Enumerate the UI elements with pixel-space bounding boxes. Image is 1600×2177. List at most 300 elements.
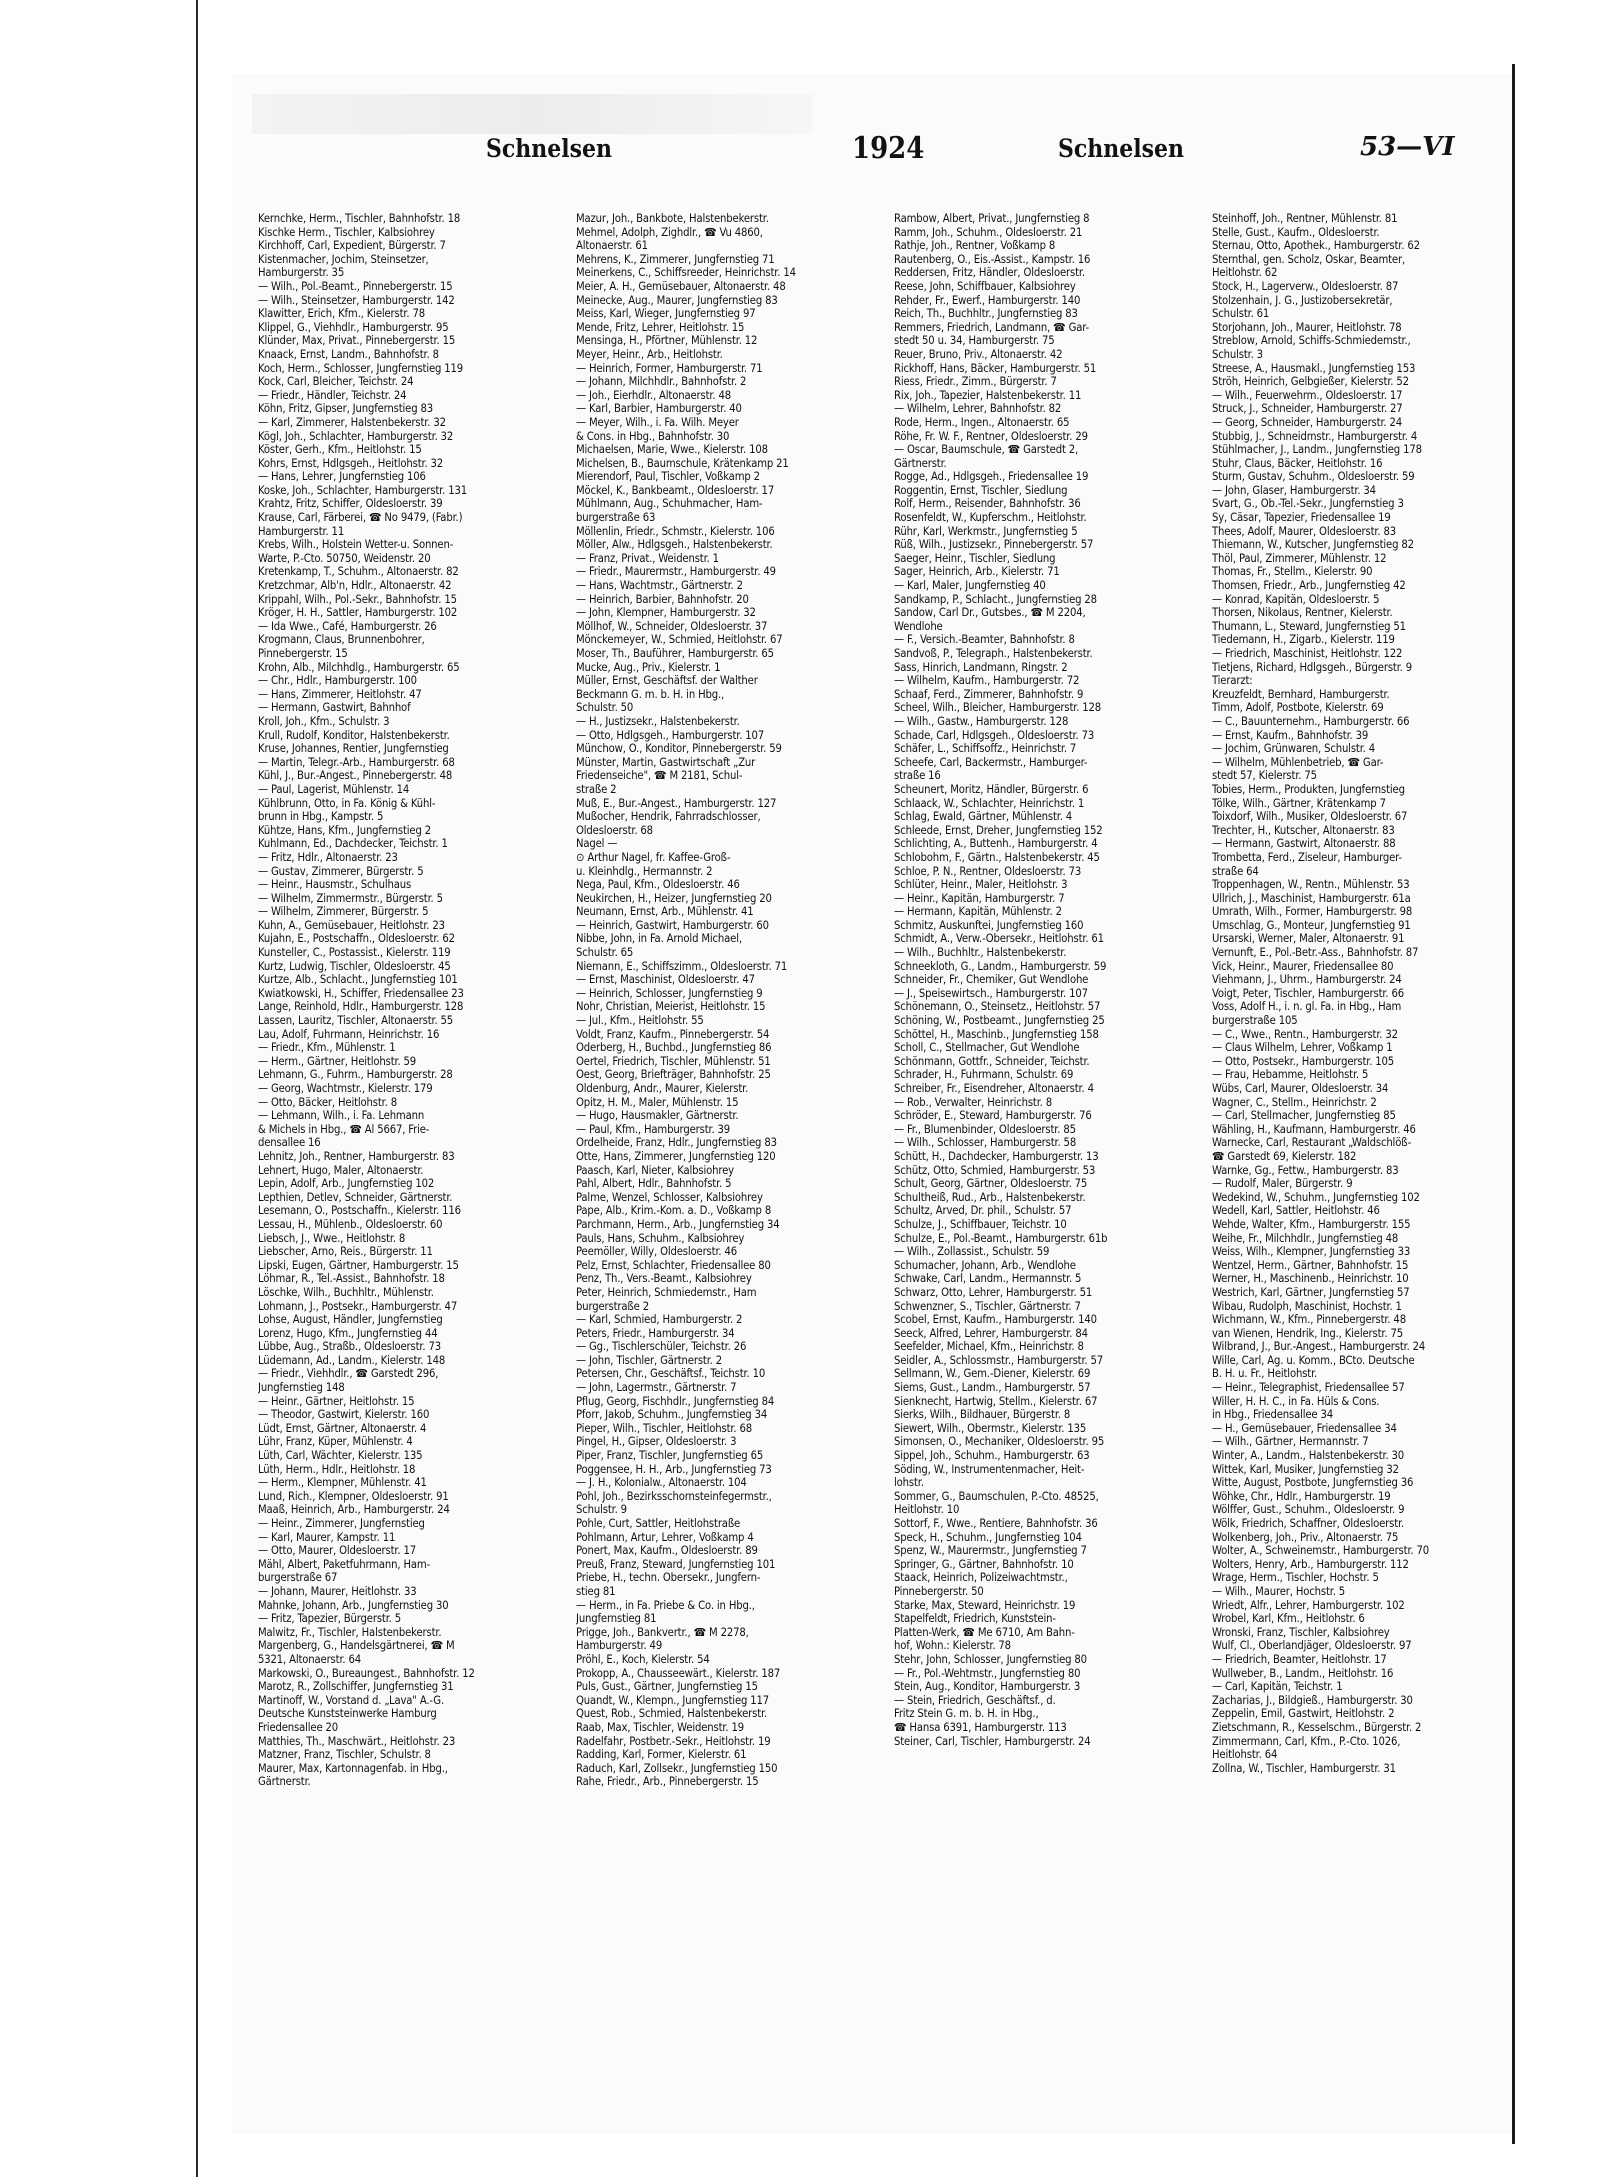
directory-entry: & Michels in Hbg., ☎ Al 5667, Frie-	[258, 1122, 430, 1136]
directory-entry: Winter, A., Landm., Halstenbekerstr. 30	[1212, 1449, 1405, 1463]
directory-entry: Trechter, H., Kutscher, Altonaerstr. 83	[1212, 823, 1395, 837]
directory-entry: — Rudolf, Maler, Bürgerstr. 9	[1212, 1177, 1353, 1191]
directory-entry: Staack, Heinrich, Polizeiwachtmstr.,	[894, 1571, 1068, 1585]
directory-entry: — Friedrich, Beamter, Heitlohstr. 17	[1212, 1652, 1387, 1666]
directory-entry: — Heinrich, Barbier, Bahnhofstr. 20	[576, 592, 749, 606]
directory-entry: burgerstraße 105	[1212, 1014, 1298, 1028]
directory-entry: Nibbe, John, in Fa. Arnold Michael,	[576, 932, 742, 946]
directory-entry: Schloe, P. N., Rentner, Oldesloerstr. 73	[894, 864, 1082, 878]
directory-entry: Zacharias, J., Bildgieß., Hamburgerstr. 30	[1212, 1693, 1413, 1707]
directory-entry: — Konrad, Kapitän, Oldesloerstr. 5	[1212, 592, 1380, 606]
directory-entry: Thees, Adolf, Maurer, Oldesloerstr. 83	[1212, 524, 1396, 538]
directory-entry: — Chr., Hdlr., Hamburgerstr. 100	[258, 674, 417, 688]
directory-entry: Kuhn, A., Gemüsebauer, Heitlohstr. 23	[258, 918, 445, 932]
directory-entry: Radding, Karl, Former, Kielerstr. 61	[576, 1748, 747, 1762]
directory-entry: — Wilh., Gärtner, Hermannstr. 7	[1212, 1435, 1369, 1449]
directory-entry: Rix, Joh., Tapezier, Halstenbekerstr. 11	[894, 388, 1082, 402]
directory-entry: Mucke, Aug., Priv., Kielerstr. 1	[576, 660, 721, 674]
directory-entry: Vernunft, E., Pol.-Betr.-Ass., Bahnhofstr. 87	[1212, 946, 1419, 960]
directory-entry: Schütt, H., Dachdecker, Hamburgerstr. 13	[894, 1149, 1099, 1163]
directory-entry: Rehder, Fr., Ewerf., Hamburgerstr. 140	[894, 293, 1081, 307]
directory-entry: Nega, Paul, Kfm., Oldesloerstr. 46	[576, 878, 740, 892]
directory-entry: Schaaf, Ferd., Zimmerer, Bahnhofstr. 9	[894, 687, 1084, 701]
directory-entry: Schwenzner, S., Tischler, Gärtnerstr. 7	[894, 1299, 1081, 1313]
directory-entry: Köhn, Fritz, Gipser, Jungfernstieg 83	[258, 402, 434, 416]
directory-entry: Schulstr. 61	[1212, 307, 1270, 321]
directory-entry: — Karl, Barbier, Hamburgerstr. 40	[576, 402, 742, 416]
directory-entry: — Rob., Verwalter, Heinrichstr. 8	[894, 1095, 1053, 1109]
directory-entry: Zimmermann, Carl, Kfm., P.-Cto. 1026,	[1212, 1734, 1401, 1748]
directory-entry: — Heinrich, Gastwirt, Hamburgerstr. 60	[576, 918, 769, 932]
directory-entry: — Oscar, Baumschule, ☎ Garstedt 2,	[894, 443, 1079, 457]
directory-entry: Pinnebergerstr. 15	[258, 647, 348, 660]
directory-entry: Viehmann, J., Uhrm., Hamburgerstr. 24	[1212, 973, 1402, 987]
directory-entry: ☎ Garstedt 69, Kielerstr. 182	[1212, 1149, 1357, 1163]
directory-entry: Pohle, Curt, Sattler, Heitlohstraße	[576, 1517, 741, 1530]
directory-entry: Meier, A. H., Gemüsebauer, Altonaerstr. 48	[576, 279, 786, 293]
directory-entry: Lohse, August, Händler, Jungfernstieg	[258, 1313, 443, 1327]
directory-entry: Lund, Rich., Klempner, Oldesloerstr. 91	[258, 1489, 449, 1503]
directory-entry: — Heinr., Kapitän, Hamburgerstr. 7	[894, 891, 1065, 905]
directory-entry: Stock, H., Lagerverw., Oldesloerstr. 87	[1212, 279, 1399, 293]
directory-entry: Krogmann, Claus, Brunnenbohrer,	[258, 633, 425, 647]
directory-entry: Ullrich, J., Maschinist, Hamburgerstr. 61a	[1212, 891, 1411, 905]
directory-entry: Löhmar, R., Tel.-Assist., Bahnhofstr. 18	[258, 1272, 445, 1286]
directory-entry: Kohrs, Ernst, Hdlgsgeh., Heitlohstr. 32	[258, 456, 444, 470]
directory-entry: — Franz, Privat., Weidenstr. 1	[576, 551, 719, 565]
directory-entry: stedt 50 u. 34, Hamburgerstr. 75	[894, 334, 1055, 348]
directory-entry: Sandvoß, P., Telegraph., Halstenbekerstr.	[894, 647, 1093, 660]
directory-entry: Simonsen, O., Mechaniker, Oldesloerstr. 95	[894, 1435, 1105, 1449]
directory-entry: Schulze, J., Schiffbauer, Teichstr. 10	[894, 1217, 1067, 1231]
directory-entry: Thorsen, Nikolaus, Rentner, Kielerstr.	[1212, 606, 1393, 620]
directory-entry: Speck, H., Schuhm., Jungfernstieg 104	[894, 1530, 1082, 1544]
directory-entry: Raab, Max, Tischler, Weidenstr. 19	[576, 1720, 744, 1734]
header-place-right: Schnelsen	[1058, 134, 1185, 164]
directory-entry: Lessau, H., Mühlenb., Oldesloerstr. 60	[258, 1217, 443, 1231]
directory-entry: — F., Versich.-Beamter, Bahnhofstr. 8	[894, 633, 1075, 647]
directory-entry: Kirchhoff, Carl, Expedient, Bürgerstr. 7	[258, 239, 446, 253]
directory-entry: Rautenberg, O., Eis.-Assist., Kampstr. 16	[894, 252, 1091, 266]
directory-entry: Steinhoff, Joh., Rentner, Mühlenstr. 81	[1212, 212, 1398, 225]
directory-entry: — J., Speisewirtsch., Hamburgerstr. 107	[894, 986, 1088, 1000]
directory-entry: Krull, Rudolf, Konditor, Halstenbekerstr.	[258, 728, 450, 742]
directory-entry: — Meyer, Wilh., i. Fa. Wilh. Meyer	[576, 415, 739, 429]
directory-entry: Warnecke, Carl, Restaurant „Waldschlöß-	[1212, 1136, 1412, 1150]
directory-entry: Lepthien, Detlev, Schneider, Gärtnerstr.	[258, 1190, 453, 1204]
directory-entry: straße 64	[1212, 864, 1259, 878]
directory-entry: Quandt, W., Klempn., Jungfernstieg 117	[576, 1693, 770, 1707]
directory-entry: Pape, Alb., Krim.-Kom. a. D., Voßkamp 8	[576, 1204, 772, 1218]
directory-entry: Moser, Th., Bauführer, Hamburgerstr. 65	[576, 647, 774, 660]
directory-entry: Wichmann, W., Kfm., Pinnebergerstr. 48	[1212, 1313, 1406, 1327]
directory-entry: Tölke, Wilh., Gärtner, Krätenkamp 7	[1212, 796, 1386, 810]
directory-entry: Möckel, K., Bankbeamt., Oldesloerstr. 17	[576, 483, 775, 497]
directory-entry: — John, Tischler, Gärtnerstr. 2	[576, 1353, 723, 1367]
directory-entry: Sager, Heinrich, Arb., Kielerstr. 71	[894, 565, 1060, 579]
directory-entry: Lüth, Herm., Hdlr., Heitlohstr. 18	[258, 1462, 416, 1476]
directory-entry: — Wilh., Pol.-Beamt., Pinnebergerstr. 15	[258, 279, 453, 293]
directory-entry: — Frau, Hebamme, Heitlohstr. 5	[1212, 1068, 1369, 1082]
directory-entry: Kroll, Joh., Kfm., Schulstr. 3	[258, 714, 390, 728]
directory-entry: Kistenmacher, Jochim, Steinsetzer,	[258, 252, 429, 266]
directory-entry: — Fr., Pol.-Wehtmstr., Jungfernstieg 80	[894, 1666, 1081, 1680]
directory-entry: — Stein, Friedrich, Geschäftsf., d.	[894, 1693, 1056, 1707]
directory-entry: — Otto, Bäcker, Heitlohstr. 8	[258, 1095, 397, 1109]
directory-entry: — John, Glaser, Hamburgerstr. 34	[1212, 483, 1376, 497]
directory-entry: — Karl, Zimmerer, Halstenbekerstr. 32	[258, 415, 446, 429]
directory-entry: Heitlohstr. 64	[1212, 1748, 1278, 1762]
directory-entry: Hamburgerstr. 35	[258, 266, 345, 280]
directory-entry: Kühtze, Hans, Kfm., Jungfernstieg 2	[258, 823, 431, 837]
directory-entry: — Hans, Wachtmstr., Gärtnerstr. 2	[576, 579, 743, 593]
directory-entry: Palme, Wenzel, Schlosser, Kalbsiohrey	[576, 1190, 763, 1204]
directory-entry: Koske, Joh., Schlachter, Hamburgerstr. 131	[258, 483, 467, 497]
directory-entry: u. Kleinhdlg., Hermannstr. 2	[576, 864, 713, 878]
directory-entry: Parchmann, Herm., Arb., Jungfernstieg 34	[576, 1217, 780, 1231]
directory-entry: Umschlag, G., Monteur, Jungfernstieg 91	[1212, 918, 1411, 932]
directory-entry: Schulze, E., Pol.-Beamt., Hamburgerstr. 61b	[894, 1231, 1108, 1245]
directory-entry: Lipski, Eugen, Gärtner, Hamburgerstr. 15	[258, 1258, 459, 1272]
directory-entry: Sommer, G., Baumschulen, P.-Cto. 48525,	[894, 1489, 1099, 1503]
directory-entry: Meyer, Heinr., Arb., Heitlohstr.	[576, 347, 723, 361]
directory-entry: stedt 57, Kielerstr. 75	[1212, 769, 1317, 783]
directory-entry: Prokopp, A., Chausseewärt., Kielerstr. 187	[576, 1666, 781, 1680]
directory-entry: Svart, G., Ob.-Tel.-Sekr., Jungfernstieg 3	[1212, 497, 1404, 511]
directory-entry: Wehde, Walter, Kfm., Hamburgerstr. 155	[1212, 1217, 1411, 1231]
directory-entry: Malwitz, Fr., Tischler, Halstenbekerstr.	[258, 1625, 442, 1639]
directory-entry: — Hermann, Gastwirt, Bahnhof	[258, 701, 411, 715]
directory-entry: — Georg, Wachtmstr., Kielerstr. 179	[258, 1082, 433, 1095]
directory-entry: Reese, John, Schiffbauer, Kalbsiohrey	[894, 279, 1076, 293]
directory-entry: Mähl, Albert, Paketfuhrmann, Ham-	[258, 1557, 431, 1571]
directory-entry: Schleede, Ernst, Dreher, Jungfernstieg 152	[894, 823, 1103, 837]
directory-entry: Wolkenberg, Joh., Priv., Altonaerstr. 75	[1212, 1530, 1399, 1544]
directory-entry: Mußocher, Hendrik, Fahrradschlosser,	[576, 810, 761, 824]
directory-entry: Voldt, Franz, Kaufm., Pinnebergerstr. 54	[576, 1027, 770, 1041]
header-place-left: Schnelsen	[486, 134, 613, 164]
directory-entry: — H., Justizsekr., Halstenbekerstr.	[576, 714, 740, 728]
directory-entry: Maaß, Heinrich, Arb., Hamburgerstr. 24	[258, 1503, 450, 1517]
directory-entry: — J. H., Kolonialw., Altonaerstr. 104	[576, 1476, 747, 1490]
directory-entry: — Ida Wwe., Café, Hamburgerstr. 26	[258, 619, 437, 633]
directory-entry: Seeck, Alfred, Lehrer, Hamburgerstr. 84	[894, 1326, 1088, 1340]
directory-entry: — Carl, Kapitän, Teichstr. 1	[1212, 1680, 1343, 1694]
directory-entry: Penz, Th., Vers.-Beamt., Kalbsiohrey	[576, 1272, 752, 1286]
directory-entry: Möllenlin, Friedr., Schmstr., Kielerstr. 106	[576, 524, 775, 538]
directory-entry: Pröhl, E., Koch, Kielerstr. 54	[576, 1652, 710, 1666]
directory-entry: — Herm., Gärtner, Heitlohstr. 59	[258, 1054, 417, 1068]
directory-entry: Siems, Gust., Landm., Hamburgerstr. 57	[894, 1381, 1091, 1395]
directory-entry: Thöl, Paul, Zimmerer, Mühlenstr. 12	[1212, 551, 1387, 565]
directory-entry: lohstr.	[894, 1476, 924, 1490]
directory-entry: stieg 81	[576, 1584, 616, 1598]
directory-entry: Muß, E., Bur.-Angest., Hamburgerstr. 127	[576, 796, 777, 810]
directory-entry: Wolter, A., Schweinemstr., Hamburgerstr. 70	[1212, 1544, 1429, 1558]
column-3	[894, 212, 1204, 2112]
print-smudge	[252, 94, 812, 134]
directory-entry: Kögl, Joh., Schlachter, Hamburgerstr. 32	[258, 429, 454, 443]
directory-entry: Kruse, Johannes, Rentier, Jungfernstieg	[258, 742, 449, 756]
directory-entry: — Herm., Klempner, Mühlenstr. 41	[258, 1476, 427, 1490]
directory-entry: Sippel, Joh., Schuhm., Hamburgerstr. 63	[894, 1449, 1090, 1463]
directory-entry: Kröger, H. H., Sattler, Hamburgerstr. 102	[258, 606, 458, 620]
directory-entry: Pingel, H., Gipser, Oldesloerstr. 3	[576, 1435, 737, 1449]
directory-entry: — Heinrich, Schlosser, Jungfernstieg 9	[576, 986, 763, 1000]
directory-entry: Pforr, Jakob, Schuhm., Jungfernstieg 34	[576, 1408, 768, 1422]
directory-entry: Reuer, Bruno, Priv., Altonaerstr. 42	[894, 347, 1063, 361]
directory-entry: Rüß, Wilh., Justizsekr., Pinnebergerstr. 57	[894, 538, 1094, 552]
directory-entry: Münchow, O., Konditor, Pinnebergerstr. 59	[576, 742, 782, 756]
directory-entry: — Heinrich, Former, Hamburgerstr. 71	[576, 361, 763, 375]
directory-entry: Nagel —	[576, 837, 618, 851]
directory-entry: Kurtze, Alb., Schlacht., Jungfernstieg 101	[258, 973, 458, 987]
directory-entry: Sellmann, W., Gem.-Diener, Kielerstr. 69	[894, 1367, 1091, 1381]
directory-entry: Müller, Ernst, Geschäftsf. der Walther	[576, 674, 758, 688]
directory-entry: Riess, Friedr., Zimm., Bürgerstr. 7	[894, 375, 1057, 389]
directory-entry: — Fritz, Hdlr., Altonaerstr. 23	[258, 850, 398, 864]
directory-entry: — Paul, Kfm., Hamburgerstr. 39	[576, 1122, 731, 1136]
directory-entry: — Hermann, Kapitän, Mühlenstr. 2	[894, 905, 1062, 919]
directory-entry: Matthies, Th., Maschwärt., Heitlohstr. 23	[258, 1734, 456, 1748]
directory-entry: Schulstr. 9	[576, 1503, 627, 1517]
directory-entry: Schumacher, Johann, Arb., Wendlohe	[894, 1258, 1076, 1272]
directory-entry: Stelle, Gust., Kaufm., Oldesloerstr.	[1212, 225, 1380, 239]
directory-entry: Opitz, H. M., Maler, Mühlenstr. 15	[576, 1095, 739, 1109]
directory-entry: — Georg, Schneider, Hamburgerstr. 24	[1212, 415, 1402, 429]
directory-entry: Seidler, A., Schlossmstr., Hamburgerstr. 57	[894, 1353, 1104, 1367]
directory-entry: Mensinga, H., Pförtner, Mühlenstr. 12	[576, 334, 758, 348]
directory-entry: — Gustav, Zimmerer, Bürgerstr. 5	[258, 864, 424, 878]
directory-entry: — Wilhelm, Kaufm., Hamburgerstr. 72	[894, 674, 1080, 688]
directory-entry: Heitlohstr. 10	[894, 1503, 960, 1517]
directory-entry: Altonaerstr. 61	[576, 239, 648, 253]
directory-entry: Scobel, Ernst, Kaufm., Hamburgerstr. 140	[894, 1313, 1097, 1327]
directory-entry: Sierks, Wilh., Bildhauer, Bürgerstr. 8	[894, 1408, 1071, 1422]
page-edge	[1512, 64, 1515, 2144]
directory-entry: Wriedt, Alfr., Lehrer, Hamburgerstr. 102	[1212, 1598, 1405, 1612]
directory-entry: — Jul., Kfm., Heitlohstr. 55	[576, 1014, 704, 1028]
directory-entry: Friedenseiche", ☎ M 2181, Schul-	[576, 769, 743, 783]
directory-entry: Rathje, Joh., Rentner, Voßkamp 8	[894, 239, 1056, 253]
directory-entry: Möller, Alw., Hdlgsgeh., Halstenbekerstr.	[576, 538, 773, 552]
directory-entry: Meiss, Karl, Wieger, Jungfernstieg 97	[576, 307, 756, 321]
directory-entry: Wullweber, B., Landm., Heitlohstr. 16	[1212, 1666, 1394, 1680]
directory-entry: Mazur, Joh., Bankbote, Halstenbekerstr.	[576, 212, 769, 225]
directory-entry: Krebs, Wilh., Holstein Wetter-u. Sonnen-	[258, 538, 454, 552]
directory-entry: Pflug, Georg, Fischhdlr., Jungfernstieg 84	[576, 1394, 775, 1408]
directory-entry: Lehmann, G., Fuhrm., Hamburgerstr. 28	[258, 1068, 453, 1082]
directory-entry: Storjohann, Joh., Maurer, Heitlohstr. 78	[1212, 320, 1402, 334]
directory-entry: Michaelsen, Marie, Wwe., Kielerstr. 108	[576, 443, 768, 457]
directory-entry: Lesemann, O., Postschaffn., Kielerstr. 116	[258, 1204, 461, 1218]
directory-entry: Wolters, Henry, Arb., Hamburgerstr. 112	[1212, 1557, 1409, 1571]
directory-entry: Fritz Stein G. m. b. H. in Hbg.,	[894, 1707, 1039, 1721]
page-number: 53—VI	[1360, 132, 1455, 162]
directory-entry: — Wilh., Buchhltr., Halstenbekerstr.	[894, 946, 1067, 960]
directory-entry: Prigge, Joh., Bankvertr., ☎ M 2278,	[576, 1625, 749, 1639]
directory-entry: — Wilhelm, Zimmerer, Bürgerstr. 5	[258, 905, 429, 919]
directory-entry: — Heinr., Telegraphist, Friedensallee 57	[1212, 1381, 1405, 1395]
directory-entry: 5321, Altonaerstr. 64	[258, 1652, 361, 1666]
directory-entry: Deutsche Kunststeinwerke Hamburg	[258, 1707, 437, 1721]
directory-entry: burgerstraße 63	[576, 511, 656, 525]
directory-entry: Lehnitz, Joh., Rentner, Hamburgerstr. 83	[258, 1149, 455, 1163]
directory-entry: Rolf, Herm., Reisender, Bahnhofstr. 36	[894, 497, 1081, 511]
directory-entry: in Hbg., Friedensallee 34	[1212, 1408, 1334, 1422]
directory-entry: Rahe, Friedr., Arb., Pinnebergerstr. 15	[576, 1775, 759, 1789]
directory-entry: Nohr, Christian, Meierist, Heitlohstr. 15	[576, 1000, 766, 1014]
directory-entry: Thomsen, Friedr., Arb., Jungfernstieg 42	[1212, 579, 1406, 593]
directory-entry: Siewert, Wilh., Obermstr., Kielerstr. 135	[894, 1421, 1087, 1435]
directory-entry: Klawitter, Erich, Kfm., Kielerstr. 78	[258, 307, 425, 321]
directory-entry: Schneider, Fr., Chemiker, Gut Wendlohe	[894, 973, 1089, 987]
directory-entry: Warte, P.-Cto. 50750, Weidenstr. 20	[258, 551, 431, 565]
directory-entry: Ramm, Joh., Schuhm., Oldesloerstr. 21	[894, 225, 1083, 239]
directory-entry: Preuß, Franz, Steward, Jungfernstieg 101	[576, 1557, 776, 1571]
directory-entry: Schulstr. 50	[576, 701, 634, 715]
directory-entry: Tobies, Herm., Produkten, Jungfernstieg	[1212, 782, 1405, 796]
directory-entry: Wittek, Karl, Musiker, Jungfernstieg 32	[1212, 1462, 1399, 1476]
directory-entry: ⊙ Arthur Nagel, fr. Kaffee-Groß-	[576, 850, 731, 864]
directory-entry: Tietjens, Richard, Hdlgsgeh., Bürgerstr. 9	[1212, 660, 1413, 674]
directory-entry: Lassen, Lauritz, Tischler, Altonaerstr. 55	[258, 1014, 454, 1028]
directory-entry: Schröder, E., Steward, Hamburgerstr. 76	[894, 1109, 1092, 1123]
directory-entry: Umrath, Wilh., Former, Hamburgerstr. 98	[1212, 905, 1413, 919]
directory-entry: Lüdemann, Ad., Landm., Kielerstr. 148	[258, 1353, 446, 1367]
directory-entry: — Wilhelm, Zimmermstr., Bürgerstr. 5	[258, 891, 443, 905]
directory-entry: — Friedr., Maurermstr., Hamburgerstr. 49	[576, 565, 776, 579]
directory-entry: Rode, Herm., Ingen., Altonaerstr. 65	[894, 415, 1070, 429]
directory-entry: Wölffer, Gust., Schuhm., Oldesloerstr. 9	[1212, 1503, 1405, 1517]
running-header	[232, 131, 1512, 176]
column-1	[258, 212, 568, 2112]
directory-entry: brunn in Hbg., Kampstr. 5	[258, 810, 384, 824]
directory-entry: — Ernst, Kaufm., Bahnhofstr. 39	[1212, 728, 1369, 742]
directory-entry: Koch, Herm., Schlosser, Jungfernstieg 119	[258, 361, 464, 375]
directory-entry: — Fr., Blumenbinder, Oldesloerstr. 85	[894, 1122, 1076, 1136]
directory-entry: Schönmann, Gottfr., Schneider, Teichstr.	[894, 1054, 1090, 1068]
directory-entry: Beckmann G. m. b. H. in Hbg.,	[576, 687, 725, 701]
directory-entry: Lepin, Adolf, Arb., Jungfernstieg 102	[258, 1177, 435, 1191]
directory-entry: Rickhoff, Hans, Bäcker, Hamburgerstr. 51	[894, 361, 1097, 375]
directory-entry: Willer, H. H. C., in Fa. Hüls & Cons.	[1212, 1394, 1380, 1408]
directory-entry: — Otto, Hdlgsgeh., Hamburgerstr. 107	[576, 728, 765, 742]
directory-entry: Schöning, W., Postbeamt., Jungfernstieg 25	[894, 1014, 1105, 1028]
directory-entry: — Martin, Telegr.-Arb., Hamburgerstr. 68	[258, 755, 455, 769]
directory-entry: Voss, Adolf H., i. n. gl. Fa. in Hbg., Ham	[1212, 1000, 1402, 1014]
directory-entry: Niemann, E., Schiffszimm., Oldesloerstr. 71	[576, 959, 788, 973]
directory-entry: burgerstraße 67	[258, 1571, 338, 1585]
directory-entry: Neukirchen, H., Heizer, Jungfernstieg 20	[576, 891, 772, 905]
directory-entry: Stein, Aug., Konditor, Hamburgerstr. 3	[894, 1680, 1081, 1694]
directory-entry: Sandow, Carl Dr., Gutsbes., ☎ M 2204,	[894, 606, 1086, 620]
directory-entry: Steiner, Carl, Tischler, Hamburgerstr. 24	[894, 1734, 1091, 1748]
directory-entry: Pelz, Ernst, Schlachter, Friedensallee 80	[576, 1258, 771, 1272]
directory-entry: Möllhof, W., Schneider, Oldesloerstr. 37	[576, 619, 768, 633]
directory-columns	[258, 212, 1498, 2112]
directory-entry: — Karl, Maler, Jungfernstieg 40	[894, 579, 1046, 593]
directory-entry: Friedensallee 20	[258, 1720, 339, 1734]
directory-entry: — Otto, Maurer, Oldesloerstr. 17	[258, 1544, 416, 1558]
directory-entry: Sottorf, F., Wwe., Rentiere, Bahnhofstr. 36	[894, 1517, 1098, 1530]
directory-entry: Mehmel, Adolph, Zighdlr., ☎ Vu 4860,	[576, 225, 763, 239]
directory-entry: Quest, Rob., Schmied, Halstenbekerstr.	[576, 1707, 768, 1721]
directory-entry: Timm, Adolf, Postbote, Kielerstr. 69	[1212, 701, 1384, 715]
directory-entry: Lübbe, Aug., Straßb., Oldesloerstr. 73	[258, 1340, 441, 1354]
directory-entry: — Friedr., Händler, Teichstr. 24	[258, 388, 407, 402]
directory-entry: Jungfernstieg 81	[576, 1612, 657, 1626]
directory-entry: Wilbrand, J., Bur.-Angest., Hamburgerstr. 24	[1212, 1340, 1426, 1354]
directory-entry: Schütz, Otto, Schmied, Hamburgerstr. 53	[894, 1163, 1096, 1177]
directory-entry: Kuhlmann, Ed., Dachdecker, Teichstr. 1	[258, 837, 448, 851]
directory-entry: Stolzenhain, J. G., Justizobersekretär,	[1212, 293, 1393, 307]
directory-entry: Oest, Georg, Briefträger, Bahnhofstr. 25	[576, 1068, 771, 1082]
directory-entry: — Hugo, Hausmakler, Gärtnerstr.	[576, 1109, 739, 1123]
directory-page	[232, 74, 1512, 2134]
column-4	[1212, 212, 1508, 2112]
directory-entry: Rühr, Karl, Werkmstr., Jungfernstieg 5	[894, 524, 1078, 538]
directory-entry: Radelfahr, Postbetr.-Sekr., Heitlohstr. 19	[576, 1734, 771, 1748]
directory-entry: Petersen, Chr., Geschäftsf., Teichstr. 10	[576, 1367, 766, 1381]
directory-entry: Lehnert, Hugo, Maler, Altonaerstr.	[258, 1163, 424, 1177]
directory-entry: — C., Wwe., Rentn., Hamburgerstr. 32	[1212, 1027, 1398, 1041]
directory-entry: Thomas, Fr., Stellm., Kielerstr. 90	[1212, 565, 1373, 579]
directory-entry: Peter, Heinrich, Schmiedemstr., Ham	[576, 1285, 757, 1299]
directory-entry: Mierendorf, Paul, Tischler, Voßkamp 2	[576, 470, 760, 484]
directory-entry: Klünder, Max, Privat., Pinnebergerstr. 15	[258, 334, 456, 348]
directory-entry: — Lehmann, Wilh., i. Fa. Lehmann	[258, 1109, 425, 1123]
directory-entry: Wronski, Franz, Tischler, Kalbsiohrey	[1212, 1625, 1390, 1639]
directory-entry: straße 16	[894, 769, 941, 783]
directory-entry: Münster, Martin, Gastwirtschaft „Zur	[576, 755, 756, 769]
directory-entry: Stehr, John, Schlosser, Jungfernstieg 80	[894, 1652, 1087, 1666]
directory-entry: Poggensee, H. H., Arb., Jungfernstieg 73	[576, 1462, 772, 1476]
directory-entry: Toixdorf, Wilh., Musiker, Oldesloerstr. 67	[1212, 810, 1408, 824]
directory-entry: Wähling, H., Kaufmann, Hamburgerstr. 46	[1212, 1122, 1416, 1136]
directory-entry: Tiedemann, H., Zigarb., Kielerstr. 119	[1212, 633, 1395, 647]
directory-entry: — Otto, Postsekr., Hamburgerstr. 105	[1212, 1054, 1395, 1068]
directory-entry: — H., Gemüsebauer, Friedensallee 34	[1212, 1421, 1397, 1435]
directory-entry: Meinecke, Aug., Maurer, Jungfernstieg 83	[576, 293, 778, 307]
directory-entry: Saeger, Heinr., Tischler, Siedlung	[894, 551, 1056, 565]
directory-entry: — Heinr., Gärtner, Heitlohstr. 15	[258, 1394, 415, 1408]
directory-entry: Paasch, Karl, Nieter, Kalbsiohrey	[576, 1163, 734, 1177]
directory-entry: Hamburgerstr. 49	[576, 1639, 663, 1653]
directory-entry: Starke, Max, Steward, Heinrichstr. 19	[894, 1598, 1076, 1612]
directory-entry: Rambow, Albert, Privat., Jungfernstieg 8	[894, 212, 1090, 225]
directory-entry: — Friedrich, Maschinist, Heitlohstr. 122	[1212, 647, 1403, 660]
directory-entry: Röhe, Fr. W. F., Rentner, Oldesloerstr. 29	[894, 429, 1088, 443]
gutter-edge	[196, 0, 198, 2177]
directory-entry: Schneekloth, G., Landm., Hamburgerstr. 59	[894, 959, 1107, 973]
directory-entry: Söding, W., Instrumentenmacher, Heit-	[894, 1462, 1085, 1476]
directory-entry: Schmitz, Auskunftei, Jungfernstieg 160	[894, 918, 1084, 932]
directory-entry: Köster, Gerh., Kfm., Heitlohstr. 15	[258, 443, 422, 457]
directory-entry: Schulstr. 65	[576, 946, 634, 960]
directory-entry: Warnke, Gg., Fettw., Hamburgerstr. 83	[1212, 1163, 1399, 1177]
directory-entry: Kretenkamp, T., Schuhm., Altonaerstr. 82	[258, 565, 459, 579]
directory-entry: Gärtnerstr.	[894, 456, 947, 470]
directory-entry: Wrobel, Karl, Kfm., Heitlohstr. 6	[1212, 1612, 1365, 1626]
directory-entry: — Wilh., Steinsetzer, Hamburgerstr. 142	[258, 293, 455, 307]
directory-entry: van Wienen, Hendrik, Ing., Kielerstr. 75	[1212, 1326, 1403, 1340]
directory-entry: Peters, Friedr., Hamburgerstr. 34	[576, 1326, 735, 1340]
directory-entry: Thiemann, W., Kutscher, Jungfernstieg 82	[1212, 538, 1414, 552]
directory-entry: Klippel, G., Viehhdlr., Hamburgerstr. 95	[258, 320, 449, 334]
book-gutter	[0, 0, 200, 2177]
directory-entry: Wentzel, Herm., Gärtner, Bahnhofstr. 15	[1212, 1258, 1409, 1272]
